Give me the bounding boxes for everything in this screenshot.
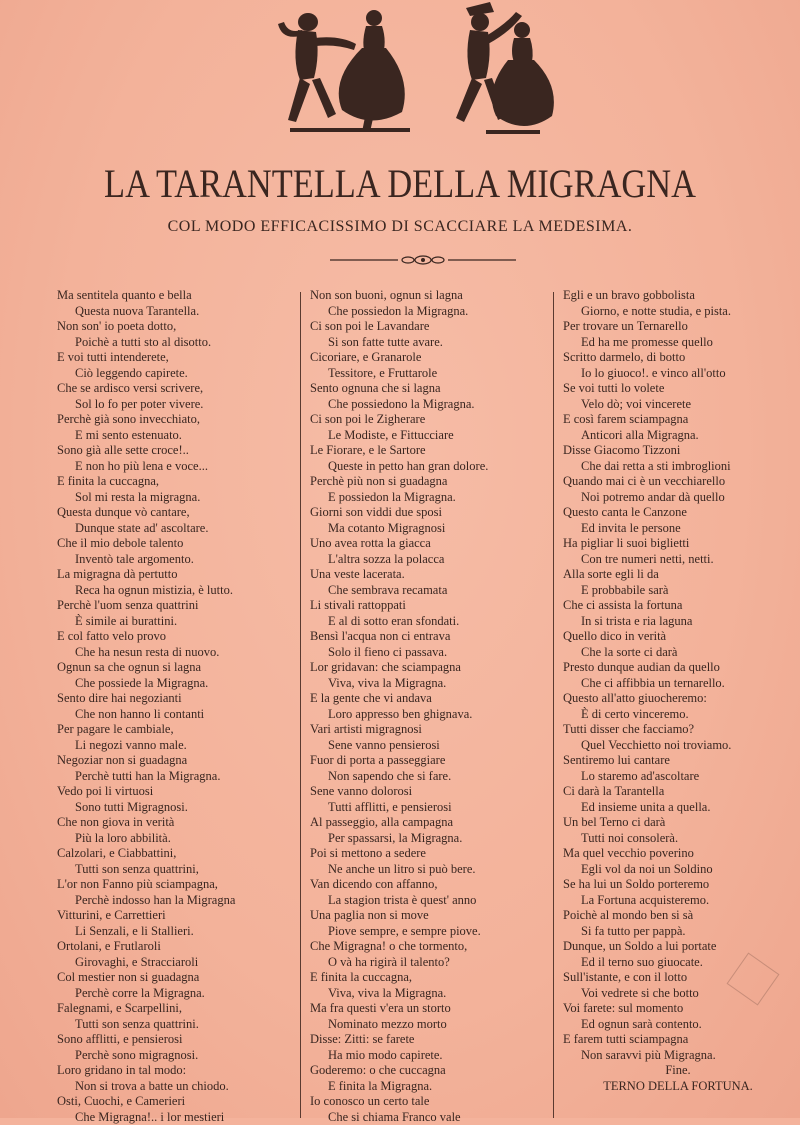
verse-line: Vedo poi li virtuosi [57, 784, 289, 800]
verse-line: In si trista e ria laguna [563, 614, 793, 630]
verse-line: Vitturini, e Carrettieri [57, 908, 289, 924]
verse-line: Sento ognuna che si lagna [310, 381, 542, 397]
verse-line: È simile ai burattini. [57, 614, 289, 630]
verse-line: Alla sorte egli li da [563, 567, 793, 583]
verse-line: Solo il fieno ci passava. [310, 645, 542, 661]
verse-line: Voi farete: sul momento [563, 1001, 793, 1017]
verse-line: Tutti disser che facciamo? [563, 722, 793, 738]
verse-line: Non si trova a batte un chiodo. [57, 1079, 289, 1095]
verse-line: Questa nuova Tarantella. [57, 304, 289, 320]
verse-line: Che ci assista la fortuna [563, 598, 793, 614]
verse-line: Perchè corre la Migragna. [57, 986, 289, 1002]
verse-line: Perchè già sono invecchiato, [57, 412, 289, 428]
verse-line: Che Migragna!.. i lor mestieri [57, 1110, 289, 1125]
verse-line: Giorno, e notte studia, e pista. [563, 304, 793, 320]
verse-line: Noi potremo andar dà quello [563, 490, 793, 506]
verse-line: Bensì l'acqua non ci entrava [310, 629, 542, 645]
verse-line: E finita la Migragna. [310, 1079, 542, 1095]
verse-line: Ha mio modo capirete. [310, 1048, 542, 1064]
verse-line: Li negozi vanno male. [57, 738, 289, 754]
verse-line: Ci son poi le Zigherare [310, 412, 542, 428]
verse-line: Che non giova in verità [57, 815, 289, 831]
verse-line: Ma sentitela quanto e bella [57, 288, 289, 304]
verse-line: Sene vanno dolorosi [310, 784, 542, 800]
verse-line: Una veste lacerata. [310, 567, 542, 583]
verse-line: Lor gridavan: che sciampagna [310, 660, 542, 676]
verse-line: Goderemo: o che cuccagna [310, 1063, 542, 1079]
verse-line: Per spassarsi, la Migragna. [310, 831, 542, 847]
verse-line: Viva, viva la Migragna. [310, 676, 542, 692]
verse-line: Si fa tutto per pappà. [563, 924, 793, 940]
verse-line: Fine. [563, 1063, 793, 1079]
verse-line: Quel Vecchietto noi troviamo. [563, 738, 793, 754]
verse-line: Ed insieme unita a quella. [563, 800, 793, 816]
column-divider [300, 292, 301, 1118]
verse-line: Negoziar non si guadagna [57, 753, 289, 769]
verse-line: O và ha rigirà il talento? [310, 955, 542, 971]
verse-column-2 [310, 288, 542, 1125]
verse-line: L'altra sozza la polacca [310, 552, 542, 568]
verse-line: Perchè più non si guadagna [310, 474, 542, 490]
verse-line: E finita la cuccagna, [310, 970, 542, 986]
verse-line: Non son' io poeta dotto, [57, 319, 289, 335]
verse-line: E la gente che vi andava [310, 691, 542, 707]
verse-line: Quello dico in verità [563, 629, 793, 645]
verse-line: Poichè al mondo ben si sà [563, 908, 793, 924]
verse-line: E farem tutti sciampagna [563, 1032, 793, 1048]
verse-line: Egli vol da noi un Soldino [563, 862, 793, 878]
verse-line: Fuor di porta a passeggiare [310, 753, 542, 769]
verse-line: Perchè sono migragnosi. [57, 1048, 289, 1064]
verse-line: Tessitore, e Fruttarole [310, 366, 542, 382]
verse-line: Che Migragna! o che tormento, [310, 939, 542, 955]
verse-line: Tutti afflitti, e pensierosi [310, 800, 542, 816]
verse-line: Lo staremo ad'ascoltare [563, 769, 793, 785]
verse-line: E possiedon la Migragna. [310, 490, 542, 506]
verse-line: Disse: Zitti: se farete [310, 1032, 542, 1048]
verse-line: E col fatto velo provo [57, 629, 289, 645]
verse-line: Uno avea rotta la giacca [310, 536, 542, 552]
verse-line: Poichè a tutti sto al disotto. [57, 335, 289, 351]
verse-line: Egli e un bravo gobbolista [563, 288, 793, 304]
verse-line: Sentiremo lui cantare [563, 753, 793, 769]
verse-line: Questa dunque vò cantare, [57, 505, 289, 521]
ornamental-rule [328, 253, 518, 267]
verse-line: Questo all'atto giuocheremo: [563, 691, 793, 707]
verse-line: Voi vedrete si che botto [563, 986, 793, 1002]
verse-line: Loro appresso ben ghignava. [310, 707, 542, 723]
verse-line: Che non hanno li contanti [57, 707, 289, 723]
verse-line: Sull'istante, e con il lotto [563, 970, 793, 986]
verse-line: Anticori alla Migragna. [563, 428, 793, 444]
verse-line: Giorni son viddi due sposi [310, 505, 542, 521]
verse-line: L'or non Fanno più sciampagna, [57, 877, 289, 893]
verse-line: Perchè indosso han la Migragna [57, 893, 289, 909]
verse-line: Sono già alle sette croce!.. [57, 443, 289, 459]
verse-line: Van dicendo con affanno, [310, 877, 542, 893]
verse-line: Loro gridano in tal modo: [57, 1063, 289, 1079]
verse-line: E al di sotto eran sfondati. [310, 614, 542, 630]
verse-line: Dunque, un Soldo a lui portate [563, 939, 793, 955]
verse-line: Scritto darmelo, di botto [563, 350, 793, 366]
verse-line: E voi tutti intenderete, [57, 350, 289, 366]
verse-line: Dunque state ad' ascoltare. [57, 521, 289, 537]
verse-line: E finita la cuccagna, [57, 474, 289, 490]
verse-line: Che possiedon la Migragna. [310, 304, 542, 320]
verse-line: Falegnami, e Scarpellini, [57, 1001, 289, 1017]
verse-line: E mi sento estenuato. [57, 428, 289, 444]
verse-line: Inventò tale argomento. [57, 552, 289, 568]
verse-line: Che ci affibbia un ternarello. [563, 676, 793, 692]
verse-line: Tutti son senza quattrini. [57, 1017, 289, 1033]
verse-line: Più la loro abbilità. [57, 831, 289, 847]
verse-line: Che il mio debole talento [57, 536, 289, 552]
verse-line: Li Senzali, e li Stallieri. [57, 924, 289, 940]
verse-line: Viva, viva la Migragna. [310, 986, 542, 1002]
verse-line: Queste in petto han gran dolore. [310, 459, 542, 475]
verse-line: Ognun sa che ognun si lagna [57, 660, 289, 676]
verse-line: Cicoriare, e Granarole [310, 350, 542, 366]
verse-line: Che possiedono la Migragna. [310, 397, 542, 413]
verse-line: Sene vanno pensierosi [310, 738, 542, 754]
verse-line: Ciò leggendo capirete. [57, 366, 289, 382]
verse-line: Le Modiste, e Fittucciare [310, 428, 542, 444]
verse-line: La Fortuna acquisteremo. [563, 893, 793, 909]
verse-line: E così farem sciampagna [563, 412, 793, 428]
verse-line: Io lo giuoco!. e vinco all'otto [563, 366, 793, 382]
verse-line: Girovaghi, e Stracciaroli [57, 955, 289, 971]
verse-line: Io conosco un certo tale [310, 1094, 542, 1110]
verse-line: Reca ha ognun mistizia, è lutto. [57, 583, 289, 599]
verse-line: Sono tutti Migragnosi. [57, 800, 289, 816]
verse-line: E probbabile sarà [563, 583, 793, 599]
verse-line: Perchè l'uom senza quattrini [57, 598, 289, 614]
verse-line: Che sembrava recamata [310, 583, 542, 599]
verse-line: Questo canta le Canzone [563, 505, 793, 521]
verse-line: Tutti noi consolerà. [563, 831, 793, 847]
verse-line: Con tre numeri netti, netti. [563, 552, 793, 568]
verse-line: Non sapendo che si fare. [310, 769, 542, 785]
verse-line: La migragna dà pertutto [57, 567, 289, 583]
verse-line: Nominato mezzo morto [310, 1017, 542, 1033]
verse-line: E non ho più lena e voce... [57, 459, 289, 475]
verse-line: Per pagare le cambiale, [57, 722, 289, 738]
verse-line: Che possiede la Migragna. [57, 676, 289, 692]
verse-line: Quando mai ci è un vecchiarello [563, 474, 793, 490]
verse-line: Presto dunque audian da quello [563, 660, 793, 676]
verse-line: Tutti son senza quattrini, [57, 862, 289, 878]
verse-line: Che la sorte ci darà [563, 645, 793, 661]
verse-line: Le Fiorare, e le Sartore [310, 443, 542, 459]
verse-line: Calzolari, e Ciabbattini, [57, 846, 289, 862]
verse-line: Ortolani, e Frutlaroli [57, 939, 289, 955]
verse-column-1 [57, 288, 289, 1125]
verse-line: Se ha lui un Soldo porteremo [563, 877, 793, 893]
verse-line: Sol lo fo per poter vivere. [57, 397, 289, 413]
verse-line: Ma quel vecchio poverino [563, 846, 793, 862]
verse-line: Li stivali rattoppati [310, 598, 542, 614]
column-divider [553, 292, 554, 1118]
verse-line: La stagion trista è quest' anno [310, 893, 542, 909]
page-title: LA TARANTELLA DELLA MIGRAGNA [56, 160, 744, 207]
verse-line: È di certo vinceremo. [563, 707, 793, 723]
verse-line: Velo dò; voi vincerete [563, 397, 793, 413]
verse-line: Ed invita le persone [563, 521, 793, 537]
verse-line: Piove sempre, e sempre piove. [310, 924, 542, 940]
verse-line: Ne anche un litro si può bere. [310, 862, 542, 878]
verse-line: Che ha nesun resta di nuovo. [57, 645, 289, 661]
verse-line: Disse Giacomo Tizzoni [563, 443, 793, 459]
verse-line: Che si chiama Franco vale [310, 1110, 542, 1125]
verse-line: Osti, Cuochi, e Camerieri [57, 1094, 289, 1110]
verse-line: Sento dire hai negozianti [57, 691, 289, 707]
verse-line: Ma fra questi v'era un storto [310, 1001, 542, 1017]
verse-line: Ed il terno suo giuocate. [563, 955, 793, 971]
verse-line: Vari artisti migragnosi [310, 722, 542, 738]
verse-line: Col mestier non si guadagna [57, 970, 289, 986]
verse-line: TERNO DELLA FORTUNA. [563, 1079, 793, 1095]
verse-line: Che dai retta a sti imbroglioni [563, 459, 793, 475]
dancing-couples-woodcut [270, 0, 560, 150]
verse-line: Perchè tutti han la Migragna. [57, 769, 289, 785]
verse-line: Che se ardisco versi scrivere, [57, 381, 289, 397]
verse-line: Si son fatte tutte avare. [310, 335, 542, 351]
verse-line: Ci son poi le Lavandare [310, 319, 542, 335]
verse-line: Ha pigliar li suoi biglietti [563, 536, 793, 552]
verse-line: Una paglia non si move [310, 908, 542, 924]
verse-line: Sol mi resta la migragna. [57, 490, 289, 506]
verse-line: Ci darà la Tarantella [563, 784, 793, 800]
verse-line: Ed ha me promesse quello [563, 335, 793, 351]
verse-line: Ed ognun sarà contento. [563, 1017, 793, 1033]
verse-line: Non son buoni, ognun si lagna [310, 288, 542, 304]
verse-line: Un bel Terno ci darà [563, 815, 793, 831]
verse-line: Per trovare un Ternarello [563, 319, 793, 335]
verse-line: Se voi tutti lo volete [563, 381, 793, 397]
verse-line: Ma cotanto Migragnosi [310, 521, 542, 537]
page-subtitle: COL MODO EFFICACISSIMO DI SCACCIARE LA MEDESIMA. [0, 218, 800, 236]
verse-line: Non saravvi più Migragna. [563, 1048, 793, 1064]
verse-line: Sono afflitti, e pensierosi [57, 1032, 289, 1048]
verse-line: Poi si mettono a sedere [310, 846, 542, 862]
verse-line: Al passeggio, alla campagna [310, 815, 542, 831]
